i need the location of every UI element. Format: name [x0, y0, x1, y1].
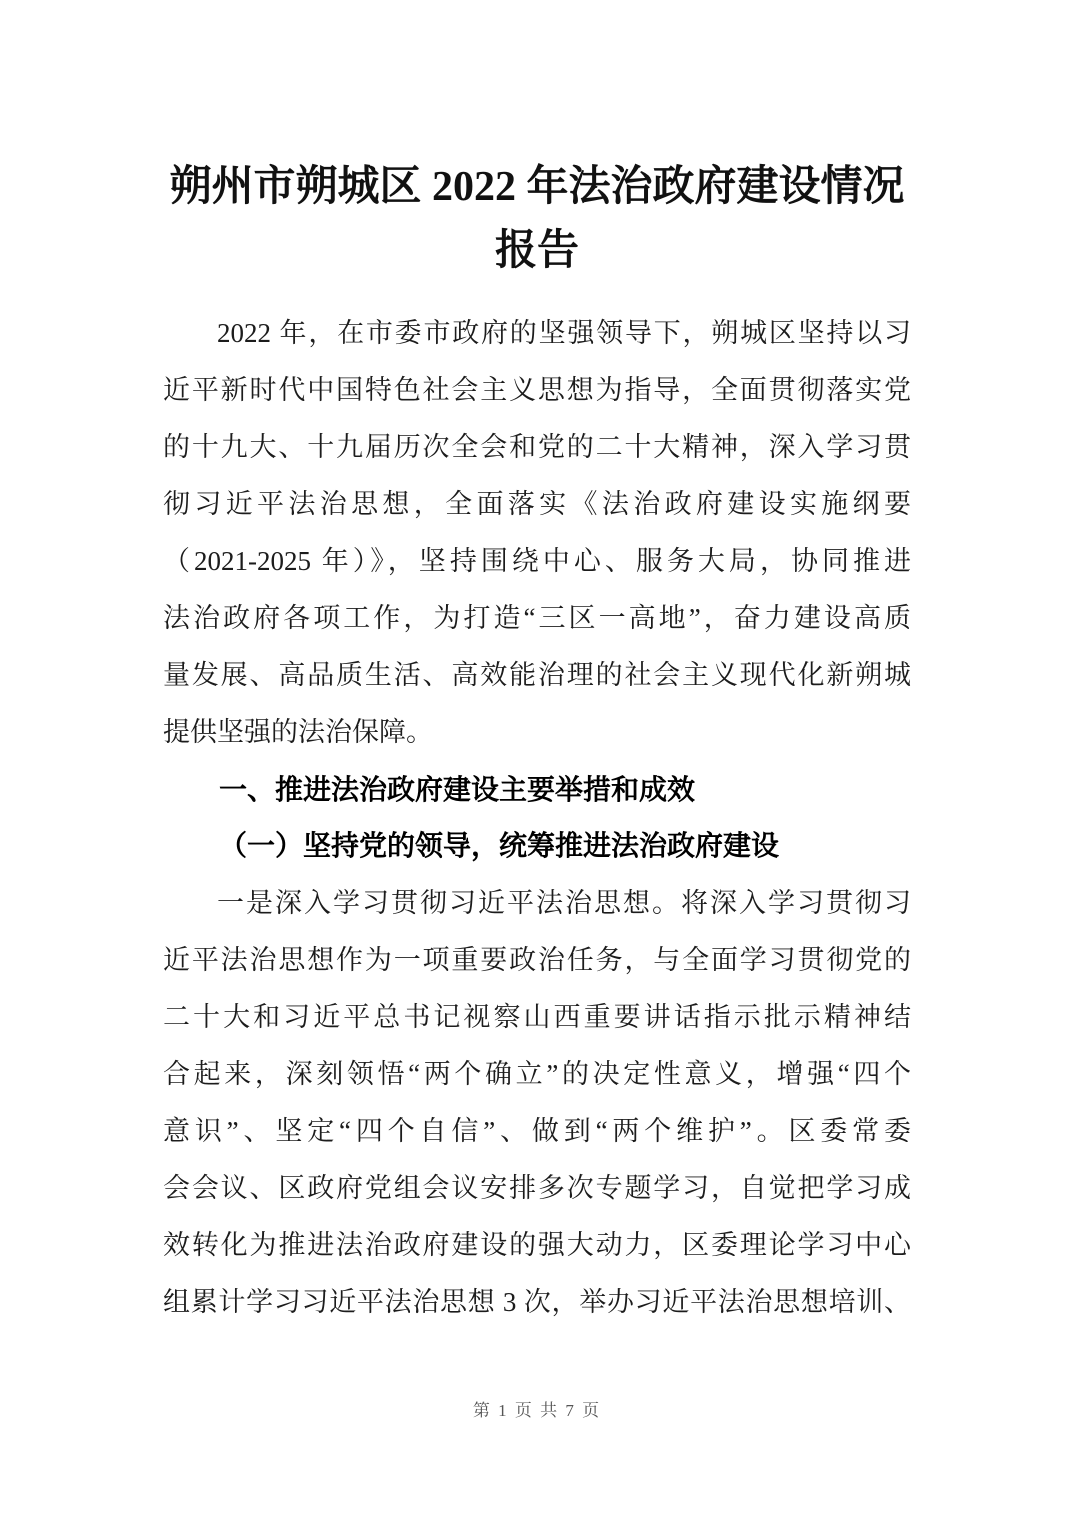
subsection-heading: （一）坚持党的领导，统筹推进法治政府建设 [219, 831, 780, 862]
body-line: 一是深入学习贯彻习近平法治思想。将深入学习贯彻习 [217, 888, 911, 918]
body-line: 近平法治思想作为一项重要政治任务，与全面学习贯彻党的 [163, 945, 911, 975]
body-line: 提供坚强的法治保障。 [163, 717, 433, 747]
body-line: 效转化为推进法治政府建设的强大动力，区委理论学习中心 [163, 1230, 911, 1260]
body-line: （2021-2025 年）》，坚持围绕中心、服务大局，协同推进 [163, 546, 911, 576]
body-line: 法治政府各项工作，为打造“三区一高地”，奋力建设高质 [163, 603, 911, 633]
body-line: 合起来，深刻领悟“两个确立”的决定性意义，增强“四个 [163, 1059, 911, 1089]
document-title-line2: 报告 [494, 228, 579, 274]
section-heading: 一、推进法治政府建设主要举措和成效 [219, 774, 696, 805]
body-line: 会会议、区政府党组会议安排多次专题学习，自觉把学习成 [163, 1173, 911, 1203]
body-line: 彻习近平法治思想，全面落实《法治政府建设实施纲要 [163, 489, 911, 519]
body-line: 2022 年，在市委市政府的坚强领导下，朔城区坚持以习 [217, 318, 911, 348]
body-line: 量发展、高品质生活、高效能治理的社会主义现代化新朔城 [163, 660, 911, 690]
body-line: 组累计学习习近平法治思想 3 次，举办习近平法治思想培训、 [163, 1287, 911, 1317]
body-line: 的十九大、十九届历次全会和党的二十大精神，深入学习贯 [163, 432, 911, 462]
document-title-line1: 朔州市朔城区 2022 年法治政府建设情况 [169, 164, 905, 210]
body-line: 二十大和习近平总书记视察山西重要讲话指示批示精神结 [163, 1002, 911, 1032]
body-line: 意识”、坚定“四个自信”、做到“两个维护”。区委常委 [163, 1116, 911, 1146]
document-title [163, 155, 911, 283]
document-body [163, 305, 911, 1331]
body-line: 近平新时代中国特色社会主义思想为指导，全面贯彻落实党 [163, 375, 911, 405]
page-footer: 第 1 页 共 7 页 [472, 1401, 602, 1420]
